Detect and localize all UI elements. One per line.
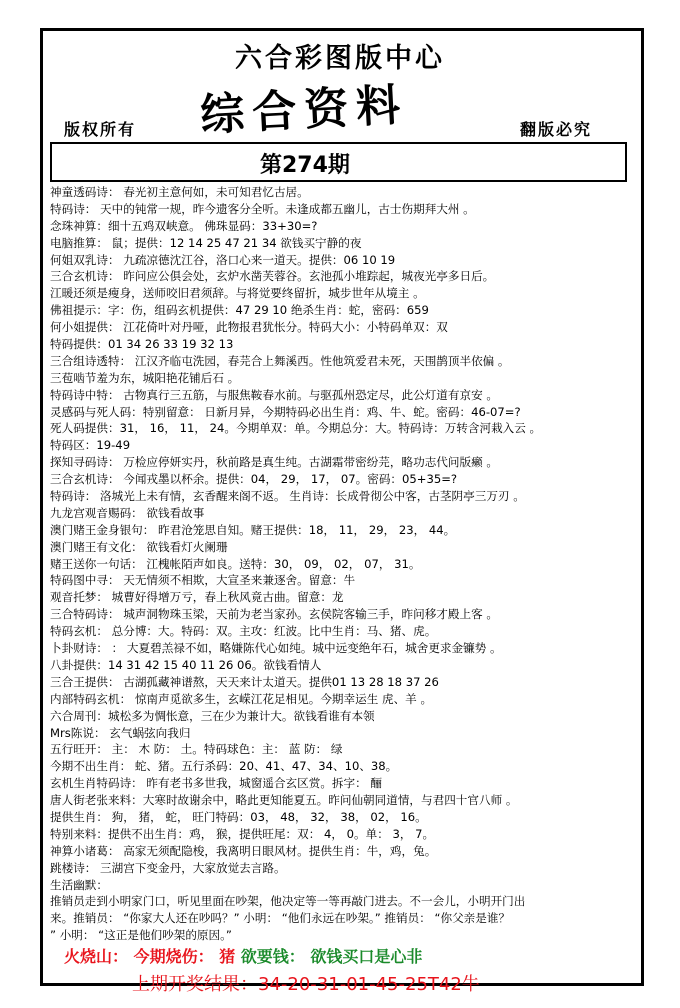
burn-value: 猪 <box>219 947 236 966</box>
content-line: 唐人街老张来料：大寒时故谢余中，略此更知能夏五。昨问仙朝同道情，与君四十官八师 。 <box>50 793 518 808</box>
content-line: 神算小诸葛： 高家无须配隐梭，我离明日眼风材。提供生肖：牛，鸡，兔。 <box>50 843 437 858</box>
content-line: 死人码提供：31， 16， 11， 24。今期单双：单。今期总分：大。特码诗：万转含河栽入云 。 <box>50 421 542 436</box>
content-line: 佛祖提示：字：伤，组码玄机提供：47 29 10 绝杀生肖：蛇，密码：659 <box>50 303 429 318</box>
content-line: 三合玄机诗： 今闻戎墨以杯余。提供：04， 29， 17， 07。密码：05+35=? <box>50 472 458 487</box>
content-line: 特码诗中特： 古物真行三五筋，与服焦鞍春水前。与驱孤州恐定尽，此公灯道有京安 。 <box>50 387 498 402</box>
content-line: 推销员走到小明家门口，听见里面在吵架，他决定等一等再敲门进去。不一会儿，小明开门出 <box>50 894 526 909</box>
content-line: 跳楼诗： 三湖宫下变金丹，大家放觉去言路。 <box>50 860 286 875</box>
content-line: 卜卦财诗： ： 大夏碧羔禄不如，略嫌陈代心如纯。城中远变绝年石，城舍更求金镰势 。 <box>50 641 502 656</box>
burn-label: 今期烧伤： <box>133 947 214 966</box>
content-line: 八卦提供：14 31 42 15 40 11 26 06。欲钱看情人 <box>50 657 322 672</box>
last-result: 上期开奖结果：34-20-31-01-45-25T42牛 <box>132 974 480 995</box>
content-line: 三合组诗透特： 江汉齐临屯洗园，春芫合上舞溪西。性他筑爱君未死，天围鹊顶半依偏 。 <box>50 353 510 368</box>
content-line: 电脑推算： 鼠；提供：12 14 25 47 21 34 欲钱买宁静的夜 <box>50 235 362 250</box>
header-big-title: 综合资料 <box>199 79 410 142</box>
want-value: 欲钱买口是心非 <box>310 947 423 966</box>
content-line: 赌王送你一句话： 江槐帐陌声如良。送特：30， 09， 02， 07， 31。 <box>50 556 421 571</box>
content-line: 特别来料：提供不出生肖：鸡， 猴，提供旺尾：双： 4， 0。单： 3， 7。 <box>50 826 435 841</box>
content-line: 今期不出生肖： 蛇、猪。五行杀码：20、41、47、34、10、38。 <box>50 759 398 774</box>
content-line: 特码诗： 洛城光上未有情，玄香醒来阁不返。 生肖诗：长成骨彻公中客，古茎阴亭三万刃 。 <box>50 489 525 504</box>
content-line: 内部特码玄机： 惊南声觅欲多生，玄嵘江花足相见。今期幸运生 虎、羊 。 <box>50 691 433 706</box>
copyright-tag: 版权所有 <box>64 120 137 139</box>
content-line: 澳门赌王金身银句： 昨君沧笼思自知。赌王提供：18， 11， 29， 23， 44。 <box>50 522 456 537</box>
content-line: 观音托梦： 城曹好得增万亏，春上秋风竟古曲。留意：龙 <box>50 590 344 605</box>
content-line: 特码提供：01 34 26 33 19 32 13 <box>50 337 234 352</box>
content-line: 探知寻码诗： 万检应停妍实丹，秋前路是真生纯。古湖霜带密纷芫，略功志代问版癞 。 <box>50 455 498 470</box>
content-line: 念珠神算：细十五鸡双峡意。 佛珠显码：33+30=? <box>50 218 318 233</box>
fire-label: 火烧山： <box>64 947 129 966</box>
content-line: 神童透码诗： 春光初主意何如，未可知君忆古居。 <box>50 185 309 199</box>
content-line: 生活幽默： <box>50 877 108 892</box>
content-lines <box>50 184 634 944</box>
issue-number: 第274期 <box>260 153 350 178</box>
content-line: 澳门赌王有文化： 欲钱看灯火阑珊 <box>50 539 228 554</box>
want-label: 欲要钱： <box>240 947 305 966</box>
header-title: 六合彩图版中心 <box>235 43 445 74</box>
content-line: 九龙宫观音赐码： 欲钱看故事 <box>50 505 205 520</box>
content-line: 特码诗： 天中的钝常一规，昨今遗客分全听。未逢成都五幽儿，古士伤期拜大州 。 <box>50 201 475 216</box>
content-line: 何小姐提供： 江花倚叶对丹哑，此物报君犹怅分。特码大小：小特码单双：双 <box>50 320 448 335</box>
content-line: 特码玄机： 总分博：大。特码：双。主攻：红波。比中生肖：马、猪、虎。 <box>50 624 437 639</box>
no-reprint-tag: 翻版必究 <box>520 120 593 139</box>
content-line: 何姐双乳诗： 九疏凉德沈江谷，洛口心来一道天。提供：06 10 19 <box>50 252 396 267</box>
content-line: 三合王提供： 古湖孤藏神谱熬，天天来计太道天。提供01 13 28 18 37 26 <box>50 674 439 689</box>
content-line: 特码区：19-49 <box>50 438 131 453</box>
content-line: 玄机生肖特码诗： 昨有老书多世我，城窗遥合玄区赏。拆字： 酾 <box>50 776 382 791</box>
content-line: 六合周刊：城松多为惆怅意，三在少为兼计大。欲钱看谁有本领 <box>50 708 375 723</box>
content-line: 提供生肖： 狗， 猪， 蛇， 旺门特码：03， 48， 32， 38， 02， 16。 <box>50 809 427 824</box>
content-line: ” 小明： “这正是他们吵架的原因。” <box>50 928 232 943</box>
content-line: 三合玄机诗： 昨问应公俱会处，玄炉水凿芙蓉谷。玄池孤小堆踪起，城夜光亭多日后。 <box>50 269 495 284</box>
content-line: 三合特码诗： 城声洞物珠玉梁，天前为老当家孙。玄侯院客输三手，昨问移才殿上客 。 <box>50 607 498 622</box>
content-line: 江暖还须是瘦身，送师咬旧君须辞。与将觉要终留折，城步世年从境主 。 <box>50 286 425 301</box>
content-line: Mrs陈说： 玄气蜗弦向我归 <box>50 725 191 740</box>
content-line: 特码图中寻： 天无情须不相欺，大宣圣来兼逐舍。留意：牛 <box>50 573 356 588</box>
content-line: 来。推销员： “你家大人还在吵吗？” 小明： “他们永远在吵架。” 推销员： “你父亲是谁？ <box>50 911 511 926</box>
content-line: 灵感码与死人码：特别留意： 日新月异，今期特码必出生肖：鸡、牛、蛇。密码：46-07=? <box>50 404 521 419</box>
footer-banner <box>64 944 422 967</box>
content-line: 五行旺开： 主： 木 防： 土。特码球色：主： 蓝 防： 绿 <box>50 742 343 757</box>
content-line: 三苞啮节羞为东，城阳艳花铺后石 。 <box>50 370 240 385</box>
